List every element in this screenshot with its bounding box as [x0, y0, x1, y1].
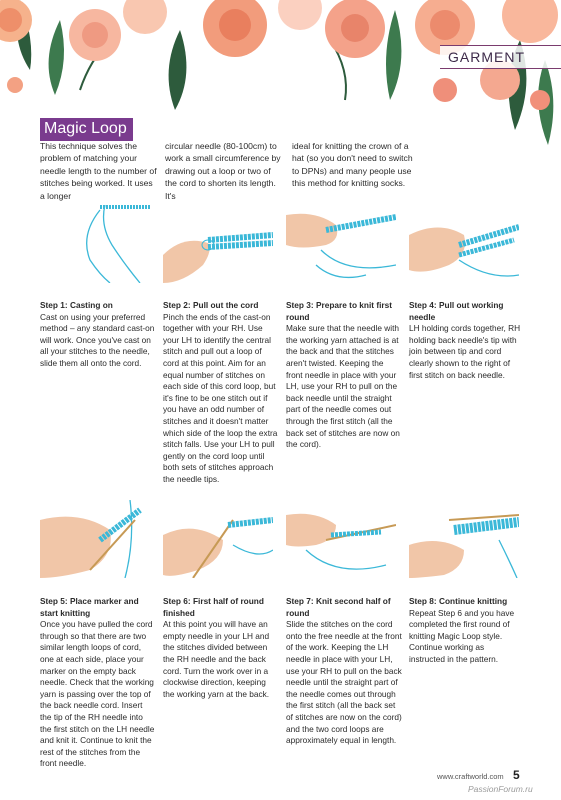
step-8-heading: Step 8: Continue knitting — [409, 596, 508, 606]
step-7 — [286, 596, 402, 747]
step-2 — [163, 300, 279, 486]
page-number: 5 — [513, 768, 520, 782]
step-7-body: Slide the stitches on the cord onto the free needle at the front of the work. Keeping the LH needle in place with your LH, use your RH to pull on the back needle until the straight part of the needle comes out through the first stitch (all the back set of stitches are now on the cord) and the two cord loops are approximately equal in length. — [286, 619, 402, 746]
step-6 — [163, 596, 279, 700]
step-5-photo — [40, 500, 150, 578]
page-title: Magic Loop — [40, 118, 133, 141]
step-5-body: Once you have pulled the cord through so that there are two similar length loops of cord, one at each side, place your marker on the empty back needle. Check that the working yarn is passing over the top of the back needle cord. Insert the tip of the RH needle into the first stitch on the LH needle and knit it. Continue to knit the rest of the stitches from the front needle. — [40, 619, 155, 769]
step-6-heading: Step 6: First half of round finished — [163, 596, 264, 618]
step-4-photo — [409, 205, 519, 283]
step-1-heading: Step 1: Casting on — [40, 300, 113, 310]
step-3 — [286, 300, 402, 451]
intro-column-1: This technique solves the problem of matching your needle length to the number of stitches being worked. It uses a longer — [40, 141, 157, 201]
step-4-body: LH holding cords together, RH holding back needle's tip with join between tip and cord clearly shown to the right of first stitch on back needle. — [409, 323, 521, 380]
section-label — [440, 45, 561, 69]
step-8 — [409, 596, 521, 666]
step-5-heading: Step 5: Place marker and start knitting — [40, 596, 139, 618]
step-8-photo — [409, 500, 519, 578]
step-5 — [40, 596, 156, 770]
step-8-body: Repeat Step 6 and you have completed the first round of knitting Magic Loop style. Continue working as instructed in the pattern. — [409, 607, 515, 664]
step-7-photo — [286, 500, 396, 578]
step-6-photo — [163, 500, 273, 578]
step-3-photo — [286, 205, 396, 283]
step-2-heading: Step 2: Pull out the cord — [163, 300, 259, 310]
step-4-heading: Step 4: Pull out working needle — [409, 300, 504, 322]
intro-column-3: ideal for knitting the crown of a hat (so you don't need to switch to DPNs) and many people use this method for knitting socks. — [292, 141, 413, 189]
step-6-body: At this point you will have an empty needle in your LH and the stitches divided between the RH needle and the back cord. Turn the work over in a clockwise direction, keeping the working yarn at the back. — [163, 619, 270, 699]
step-4 — [409, 300, 521, 381]
step-3-heading: Step 3: Prepare to knit first round — [286, 300, 393, 322]
step-2-body: Pinch the ends of the cast-on together with your RH. Use your LH to identify the central stitch and pull out a loop of cord at this point. Aim for an equal number of stitches on each side of this cord loop, but it's fine to be one stitch out if you have an odd number of stitches and it doesn't matter which side of the loop the extra stitch falls. Use your LH to pull gently on the cord loop until both sets of stitches approach the needle tips. — [163, 311, 278, 484]
step-1 — [40, 300, 156, 370]
footer-url: www.craftworld.com — [437, 772, 504, 781]
step-2-photo — [163, 205, 273, 283]
step-7-heading: Step 7: Knit second half of round — [286, 596, 391, 618]
step-3-body: Make sure that the needle with the working yarn attached is at the back and that the stitches aren't twisted. Keeping the front needle in place with your LH, use your RH to pull on the back needle until the straight part of the needle comes out through the first stitch (all the back set of stitches are now on the cord). — [286, 323, 400, 450]
step-1-photo — [40, 205, 150, 283]
section-label-text: GARMENT — [448, 49, 525, 65]
watermark: PassionForum.ru — [468, 784, 533, 794]
step-1-body: Cast on using your preferred method – any standard cast-on will work. Once you've cast on all your stitches to the needle, slide them all onto the cord. — [40, 311, 155, 368]
intro-column-2: circular needle (80-100cm) to work a small circumference by drawing out a loop or two of the cord to shorten its length. It's — [165, 141, 281, 201]
